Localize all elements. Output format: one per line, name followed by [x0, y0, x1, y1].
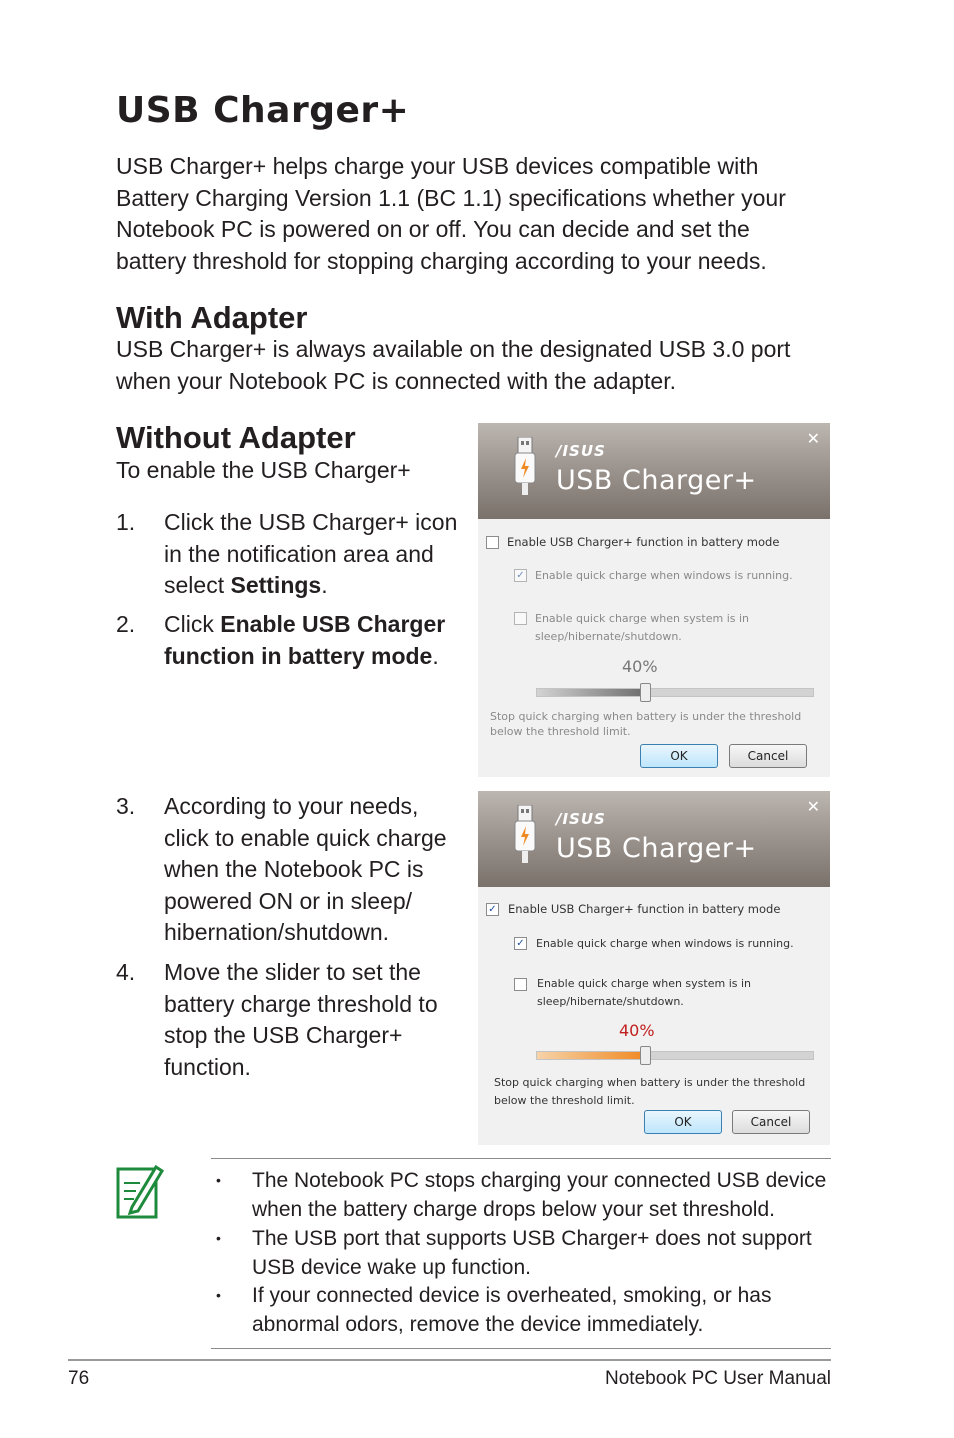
step-number: 2.	[116, 611, 136, 637]
asus-logo: /ISUS	[556, 442, 606, 460]
threshold-slider[interactable]	[536, 1051, 814, 1060]
note-text: The Notebook PC stops charging your connected USB device when the battery charge drops below your set threshold.	[252, 1169, 827, 1221]
usb-charger-dialog	[478, 791, 830, 1145]
quick-charge-sleep-checkbox[interactable]	[514, 612, 527, 625]
note-icon	[116, 1163, 166, 1221]
footer-rule	[68, 1359, 831, 1361]
threshold-slider[interactable]	[536, 688, 814, 697]
quick-charge-sleep-checkbox[interactable]	[514, 978, 527, 991]
quick-charge-running-checkbox[interactable]: ✓	[514, 569, 527, 582]
slider-thumb[interactable]	[640, 683, 651, 702]
slider-thumb[interactable]	[640, 1046, 651, 1065]
without-adapter-subtitle: To enable the USB Charger+	[116, 457, 411, 483]
step-text: Click the USB Charger+ icon in the notification area and select Settings.	[164, 509, 458, 598]
note-top-rule	[211, 1158, 831, 1159]
step-number: 4.	[116, 959, 136, 985]
step-number: 1.	[116, 509, 136, 535]
quick-charge-sleep-label: Enable quick charge when system is in sleep/hibernate/shutdown.	[535, 612, 750, 643]
step-text: Click Enable USB Charger function in battery mode.	[164, 611, 446, 669]
step-number: 3.	[116, 793, 136, 819]
dialog-title: USB Charger+	[556, 465, 757, 496]
threshold-value: 40%	[622, 657, 658, 676]
page-title: USB Charger+	[116, 90, 410, 131]
intro-paragraph: USB Charger+ helps charge your USB devices compatible with Battery Charging Version 1.1 (BC 1.1) specifications whether your Notebook PC is powered on or off. You can decide and set the battery threshold for stopping charging according to your needs.	[116, 153, 786, 274]
with-adapter-text: USB Charger+ is always available on the designated USB 3.0 port when your Notebook PC is connected with the adapter.	[116, 336, 791, 394]
threshold-value: 40%	[619, 1021, 655, 1040]
quick-charge-running-label: Enable quick charge when windows is running.	[536, 937, 794, 950]
usb-charger-dialog	[478, 423, 830, 777]
ok-button[interactable]: OK	[640, 744, 718, 768]
without-adapter-heading: Without Adapter	[116, 420, 356, 455]
note-text: The USB port that supports USB Charger+ does not support USB device wake up function.	[252, 1227, 812, 1279]
dialog-header	[478, 423, 830, 519]
enable-battery-mode-checkbox[interactable]	[486, 536, 499, 549]
usb-plug-icon	[514, 437, 536, 495]
close-icon[interactable]: ✕	[806, 429, 820, 448]
quick-charge-sleep-label: Enable quick charge when system is in sleep/hibernate/shutdown.	[537, 977, 752, 1008]
enable-battery-mode-label: Enable USB Charger+ function in battery mode	[508, 902, 781, 916]
step-text: According to your needs, click to enable quick charge when the Notebook PC is powered ON or in sleep/ hibernation/shutdown.	[164, 793, 447, 945]
quick-charge-running-checkbox[interactable]: ✓	[514, 937, 527, 950]
slider-fill	[537, 1052, 644, 1059]
threshold-note: Stop quick charging when battery is under the threshold below the threshold limit.	[494, 1076, 806, 1107]
with-adapter-heading: With Adapter	[116, 300, 308, 335]
asus-logo: /ISUS	[556, 810, 606, 828]
note-bottom-rule	[211, 1348, 831, 1349]
quick-charge-running-label: Enable quick charge when windows is running.	[535, 569, 793, 582]
bullet-dot: •	[216, 1172, 221, 1188]
bullet-dot: •	[216, 1230, 221, 1246]
manual-title: Notebook PC User Manual	[605, 1368, 831, 1389]
cancel-button[interactable]: Cancel	[732, 1110, 810, 1134]
bullet-dot: •	[216, 1287, 221, 1303]
threshold-note: Stop quick charging when battery is under the threshold below the threshold limit.	[490, 710, 802, 738]
ok-button[interactable]: OK	[644, 1110, 722, 1134]
slider-fill	[537, 689, 644, 696]
step-text: Move the slider to set the battery charge threshold to stop the USB Charger+ function.	[164, 959, 438, 1080]
dialog-header	[478, 791, 830, 887]
usb-plug-icon	[514, 805, 536, 863]
enable-battery-mode-label: Enable USB Charger+ function in battery mode	[507, 535, 780, 549]
page-number: 76	[68, 1368, 90, 1389]
cancel-button[interactable]: Cancel	[729, 744, 807, 768]
note-text: If your connected device is overheated, smoking, or has abnormal odors, remove the device immediately.	[252, 1284, 772, 1336]
close-icon[interactable]: ✕	[806, 797, 820, 816]
enable-battery-mode-checkbox[interactable]: ✓	[486, 903, 499, 916]
dialog-title: USB Charger+	[556, 833, 757, 864]
